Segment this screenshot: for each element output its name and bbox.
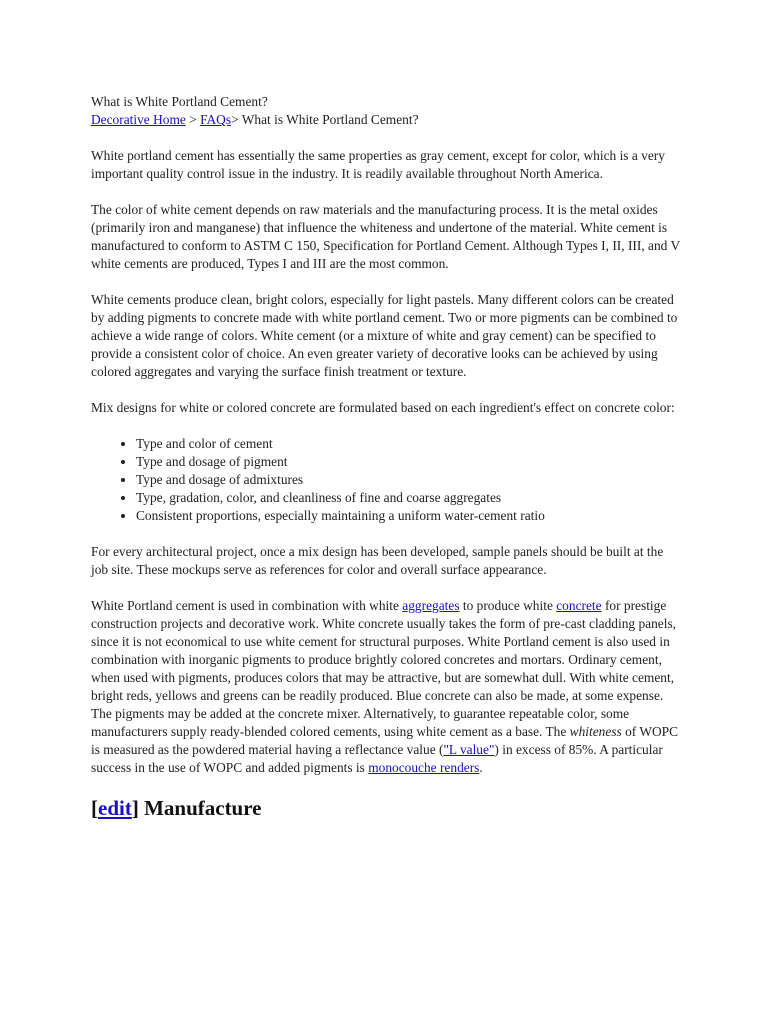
breadcrumb-separator: > [185, 112, 201, 127]
breadcrumb [91, 111, 683, 129]
breadcrumb-faqs-link[interactable]: FAQs [200, 112, 232, 127]
concrete-link[interactable]: concrete [556, 598, 602, 613]
l-value-link[interactable]: "L value" [443, 742, 495, 757]
list-item: • Type and color of cement [136, 435, 683, 453]
text-run: for prestige construction projects and decorative work. White concrete usually takes the form of pre-cast cladding panels, since it is not economical to use white cement for structural purposes. White Portland cement is also used in combination with inorganic pigments to produce brightly colored concretes and mortars. Ordinary cement, when used with pigments, produces colors that may be attractive, but are somewhat dull. With white cement, bright reds, yellows and greens can be readily produced. Blue concrete can also be made, at some expense. The pigments may be added at the concrete mixer. Alternatively, to guarantee repeatable color, some manufacturers supply ready-blended colored cements, using white cement as a base. The [91, 598, 677, 739]
monocouche-renders-link[interactable]: monocouche renders [368, 760, 480, 775]
edit-link[interactable]: edit [98, 796, 132, 820]
breadcrumb-home-link[interactable]: Decorative Home [91, 112, 186, 127]
breadcrumb-separator: > [231, 112, 242, 127]
ingredient-list [91, 435, 683, 525]
paragraph-wopc [91, 597, 683, 777]
text-run: of WOPC is measured as the powdered material having a reflectance value ( [91, 724, 679, 757]
text-run: to produce white [459, 598, 557, 613]
list-item: • Type and dosage of admixtures [136, 471, 683, 489]
paragraph-mockups: For every architectural project, once a mix design has been developed, sample panels should be built at the job site. These mockups serve as references for color and overall surface appearance. [91, 544, 664, 577]
section-heading-manufacture [91, 795, 683, 821]
text-run: ) in excess of 85%. A particular success in the use of WOPC and added pigments is [91, 742, 663, 775]
aggregates-link[interactable]: aggregates [402, 598, 460, 613]
bracket-open: [ [91, 796, 98, 820]
text-run: White Portland cement is used in combination with white [91, 598, 403, 613]
text-run: . [479, 760, 483, 775]
whiteness-emphasis: whiteness [569, 724, 622, 739]
paragraph-mix-designs: Mix designs for white or colored concrete are formulated based on each ingredient's effect on concrete color: [91, 400, 675, 415]
breadcrumb-current: What is White Portland Cement? [241, 112, 419, 127]
list-item: • Consistent proportions, especially maintaining a uniform water-cement ratio [136, 507, 683, 525]
heading-text: ] Manufacture [131, 796, 262, 820]
article [91, 93, 683, 821]
paragraph-pigments: White cements produce clean, bright colors, especially for light pastels. Many different colors can be created by adding pigments to concrete made with white portland cement. Two or more pigments can be combined to achieve a wide range of colors. White cement (or a mixture of white and gray cement) can be specified to provide a consistent color of choice. An even greater variety of decorative looks can be achieved by using colored aggregates and varying the surface finish treatment or texture. [91, 292, 678, 379]
paragraph-color: The color of white cement depends on raw materials and the manufacturing process. It is the metal oxides (primarily iron and manganese) that influence the whiteness and undertone of the material. White cement is manufactured to conform to ASTM C 150, Specification for Portland Cement. Although Types I, II, III, and V white cements are produced, Types I and III are the most common. [91, 202, 680, 271]
page-title: What is White Portland Cement? [91, 94, 268, 109]
list-item: • Type, gradation, color, and cleanliness of fine and coarse aggregates [136, 489, 683, 507]
list-item: • Type and dosage of pigment [136, 453, 683, 471]
paragraph-intro: White portland cement has essentially the same properties as gray cement, except for color, which is a very important quality control issue in the industry. It is readily available throughout North America. [91, 148, 665, 181]
